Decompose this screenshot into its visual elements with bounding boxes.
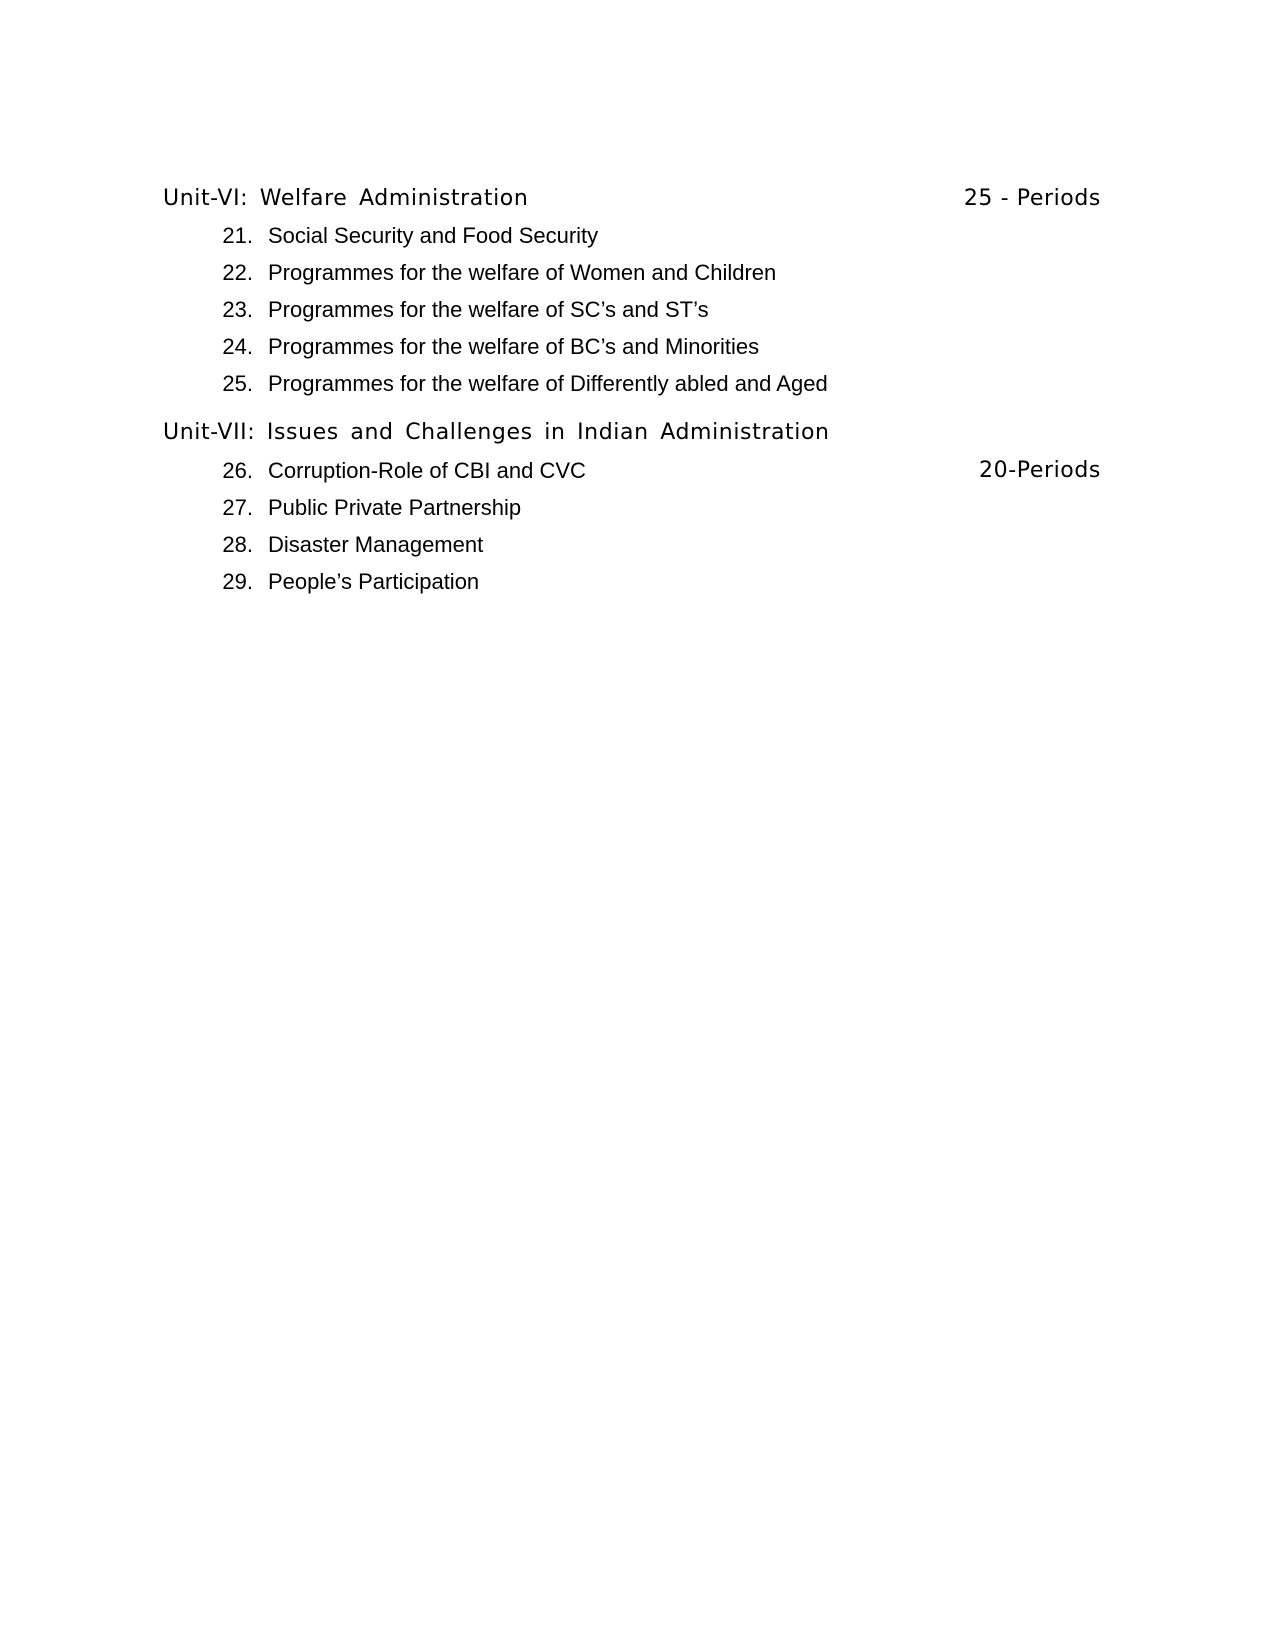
unit-vii-heading: Unit-VII: Issues and Challenges in Indian Administration [163,420,830,445]
item-text: People’s Participation [268,569,480,594]
item-text: Public Private Partnership [268,495,522,520]
item-number: 21. [222,223,253,248]
unit-vi-heading: Unit-VI: Welfare Administration [163,186,529,211]
item-number: 25. [222,371,253,396]
item-text: Programmes for the welfare of SC’s and ST’s [268,297,709,322]
item-text: Corruption-Role of CBI and CVC [268,458,586,483]
item-text: Programmes for the welfare of BC’s and Minorities [268,334,760,359]
item-number: 22. [222,260,253,285]
item-number: 26. [222,458,253,483]
item-text: Programmes for the welfare of Differently abled and Aged [268,371,828,396]
unit-vi-periods: 25 - Periods [963,186,1101,211]
item-text: Programmes for the welfare of Women and Children [268,260,777,285]
unit-vii-periods: 20-Periods [979,458,1101,483]
item-number: 29. [222,569,253,594]
item-number: 24. [222,334,253,359]
item-number: 28. [222,532,253,557]
item-number: 27. [222,495,253,520]
item-text: Social Security and Food Security [268,223,599,248]
item-text: Disaster Management [268,532,484,557]
item-number: 23. [222,297,253,322]
